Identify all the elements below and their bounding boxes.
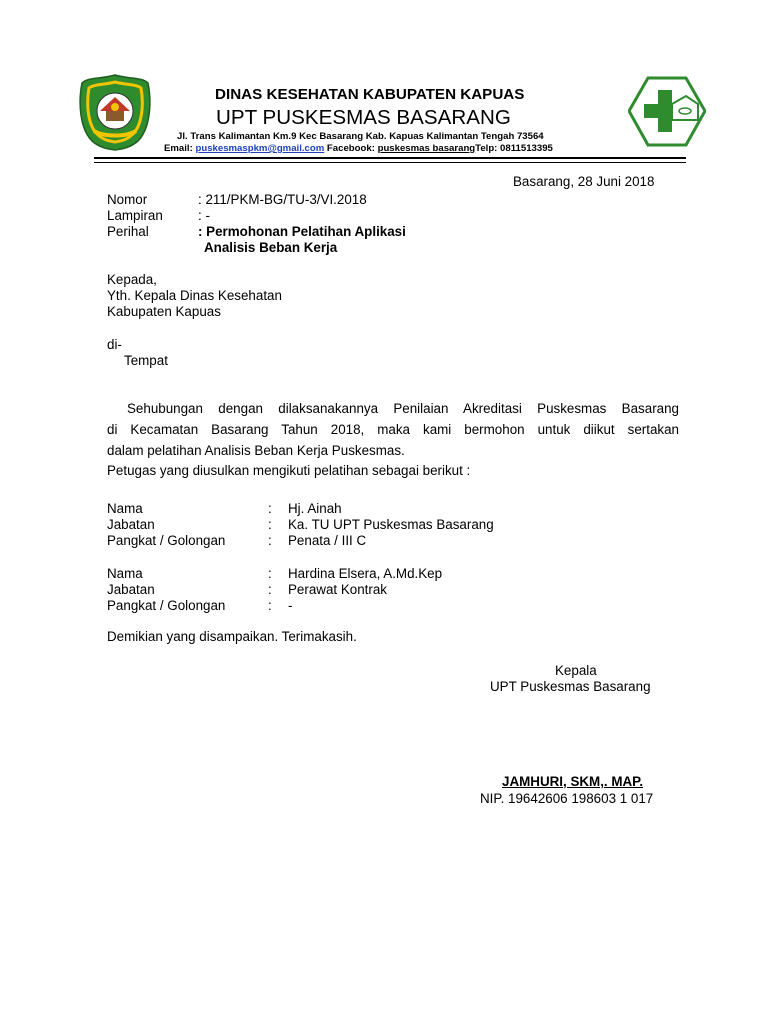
meta-value-perihal: : Permohonan Pelatihan Aplikasi bbox=[198, 224, 406, 239]
agency-title: DINAS KESEHATAN KABUPATEN KAPUAS bbox=[215, 86, 525, 103]
facebook-label: Facebook: bbox=[324, 143, 378, 154]
signature-nip: NIP. 19642606 198603 1 017 bbox=[480, 791, 654, 806]
meta-value-perihal-cont: Analisis Beban Kerja bbox=[204, 240, 338, 255]
recipient-place: Tempat bbox=[124, 353, 168, 368]
header-divider-thin bbox=[94, 162, 686, 163]
header-divider-thick bbox=[94, 157, 686, 159]
facebook-handle: puskesmas basarang bbox=[377, 143, 476, 154]
recipient-line2: Kabupaten Kapuas bbox=[107, 304, 221, 319]
p1-jabatan-label: Jabatan bbox=[107, 517, 155, 532]
p2-nama-value: Hardina Elsera, A.Md.Kep bbox=[288, 566, 443, 581]
institution-title: UPT PUSKESMAS BASARANG bbox=[216, 106, 511, 129]
meta-label-nomor: Nomor bbox=[107, 192, 148, 207]
p1-pangkat-label: Pangkat / Golongan bbox=[107, 533, 226, 548]
meta-label-lampiran: Lampiran bbox=[107, 208, 163, 223]
place-date: Basarang, 28 Juni 2018 bbox=[513, 174, 655, 189]
phone-number: Telp: 0811513395 bbox=[475, 143, 553, 154]
body-line-2: di Kecamatan Basarang Tahun 2018, maka kami bermohon untuk diikut sertakan bbox=[107, 422, 679, 437]
p2-pangkat-colon: : bbox=[268, 598, 272, 613]
body-line-3: dalam pelatihan Analisis Beban Kerja Puskesmas. bbox=[107, 443, 405, 458]
p1-nama-colon: : bbox=[268, 501, 272, 516]
recipient-di: di- bbox=[107, 337, 122, 352]
p2-nama-label: Nama bbox=[107, 566, 143, 581]
address-line: Jl. Trans Kalimantan Km.9 Kec Basarang Kab. Kapuas Kalimantan Tengah 73564 bbox=[177, 131, 544, 142]
signature-title-2: UPT Puskesmas Basarang bbox=[490, 679, 651, 694]
p1-pangkat-value: Penata / III C bbox=[288, 533, 367, 548]
email-link[interactable]: puskesmaspkm@gmail.com bbox=[195, 143, 325, 154]
p2-jabatan-value: Perawat Kontrak bbox=[288, 582, 387, 597]
signature-name: JAMHURI, SKM,. MAP. bbox=[502, 774, 644, 789]
p2-pangkat-value: - bbox=[288, 598, 293, 613]
contact-line bbox=[164, 143, 553, 154]
meta-label-perihal: Perihal bbox=[107, 224, 149, 239]
email-label: Email: bbox=[164, 143, 196, 154]
meta-value-nomor: : 211/PKM-BG/TU-3/VI.2018 bbox=[198, 192, 367, 207]
p2-pangkat-label: Pangkat / Golongan bbox=[107, 598, 226, 613]
meta-value-lampiran: : - bbox=[198, 208, 210, 223]
p1-jabatan-value: Ka. TU UPT Puskesmas Basarang bbox=[288, 517, 494, 532]
signature-title-1: Kepala bbox=[555, 663, 597, 678]
p2-jabatan-colon: : bbox=[268, 582, 272, 597]
closing-text: Demikian yang disampaikan. Terimakasih. bbox=[107, 629, 357, 644]
body-line-4: Petugas yang diusulkan mengikuti pelatihan sebagai berikut : bbox=[107, 463, 471, 478]
p1-jabatan-colon: : bbox=[268, 517, 272, 532]
p1-nama-label: Nama bbox=[107, 501, 143, 516]
recipient-line1: Yth. Kepala Dinas Kesehatan bbox=[107, 288, 282, 303]
body-line-1: Sehubungan dengan dilaksanakannya Penilaian Akreditasi Puskesmas Basarang bbox=[127, 401, 679, 416]
recipient-greeting: Kepada, bbox=[107, 272, 157, 287]
puskesmas-logo bbox=[628, 76, 706, 147]
p2-jabatan-label: Jabatan bbox=[107, 582, 155, 597]
kabupaten-kapuas-logo bbox=[78, 73, 152, 151]
p2-nama-colon: : bbox=[268, 566, 272, 581]
p1-pangkat-colon: : bbox=[268, 533, 272, 548]
p1-nama-value: Hj. Ainah bbox=[288, 501, 342, 516]
